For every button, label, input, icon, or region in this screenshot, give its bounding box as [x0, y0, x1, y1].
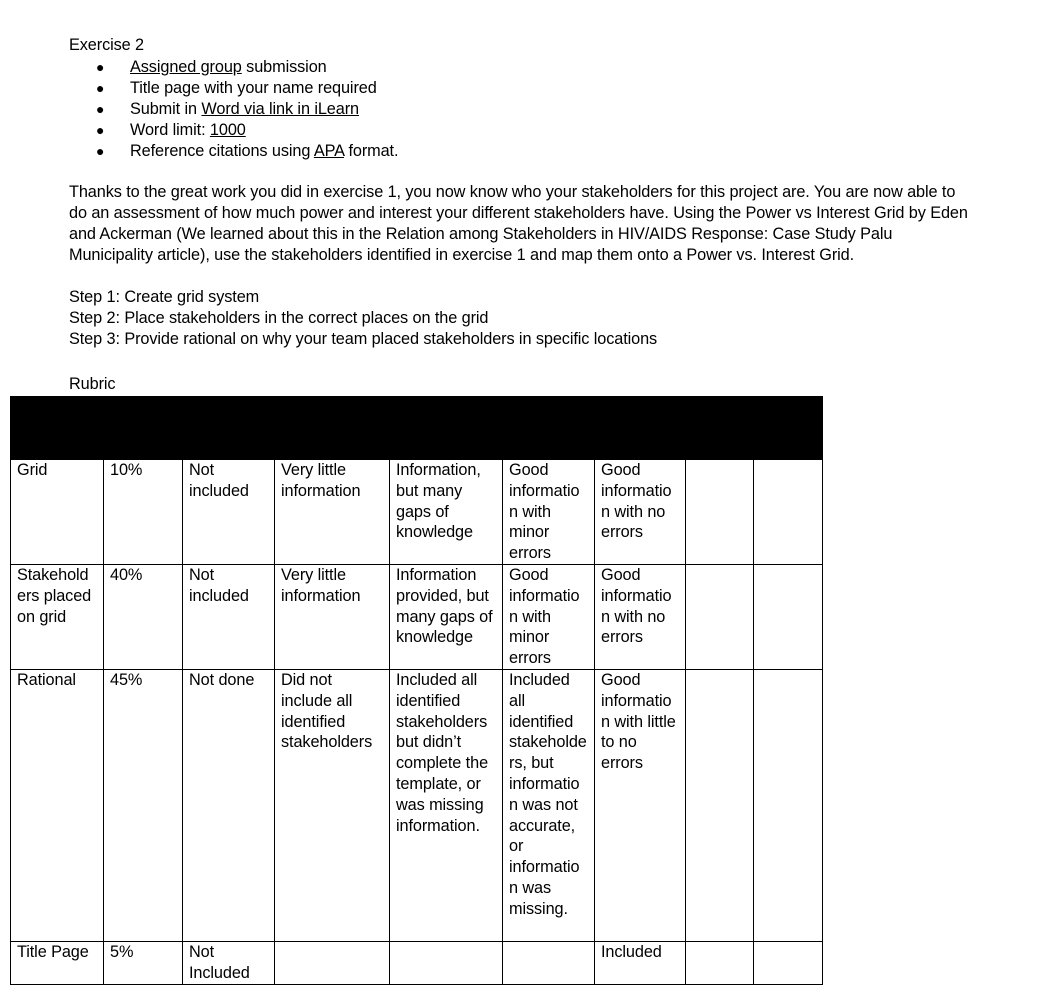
level-cell: Not included — [183, 460, 275, 565]
assigned-group-link[interactable]: Assigned group — [130, 58, 242, 76]
table-row — [11, 941, 823, 984]
level-cell — [754, 564, 823, 669]
level-cell — [686, 669, 754, 941]
table-row — [11, 669, 823, 941]
bullet-icon: ● — [96, 143, 105, 159]
header-cell — [11, 397, 104, 460]
bullet-icon: ● — [96, 101, 105, 117]
requirement-item: Assigned group submission — [130, 58, 327, 76]
level-cell — [754, 460, 823, 565]
level-cell: Information provided, but many gaps of knowledge — [390, 564, 503, 669]
requirement-item: Submit in Word via link in iLearn — [130, 100, 359, 118]
step-item: Step 2: Place stakeholders in the correct places on the grid — [69, 309, 489, 327]
table-row — [11, 460, 823, 565]
level-cell — [686, 564, 754, 669]
level-cell — [275, 941, 390, 984]
level-cell: Included all identified stakeholders, but information was not accurate, or information was missing. — [503, 669, 595, 941]
header-cell — [104, 397, 183, 460]
level-cell: Not Included — [183, 941, 275, 984]
exercise-title: Exercise 2 — [69, 36, 145, 54]
level-cell — [686, 460, 754, 565]
weight-cell: 5% — [104, 941, 183, 984]
header-cell — [503, 397, 595, 460]
level-cell: Good information with no errors — [595, 564, 686, 669]
header-cell — [183, 397, 275, 460]
rubric-header-row — [11, 397, 823, 460]
level-cell — [754, 941, 823, 984]
intro-line: Thanks to the great work you did in exercise 1, you now know who your stakeholders for this project are. You are now able to — [69, 183, 956, 201]
level-cell: Good information with minor errors — [503, 564, 595, 669]
weight-cell: 10% — [104, 460, 183, 565]
intro-line: and Ackerman (We learned about this in the Relation among Stakeholders in HIV/AIDS Response: Case Study Palu — [69, 225, 893, 243]
header-cell — [275, 397, 390, 460]
level-cell: Included — [595, 941, 686, 984]
level-cell: Not done — [183, 669, 275, 941]
table-row — [11, 564, 823, 669]
criterion-cell: Title Page — [11, 941, 104, 984]
header-cell — [595, 397, 686, 460]
bullet-icon: ● — [96, 122, 105, 138]
word-limit-link[interactable]: 1000 — [209, 121, 246, 139]
bullet-icon: ● — [96, 80, 105, 96]
level-cell — [686, 941, 754, 984]
header-cell — [390, 397, 503, 460]
level-cell — [390, 941, 503, 984]
step-item: Step 1: Create grid system — [69, 288, 260, 306]
level-cell: Very little information — [275, 460, 390, 565]
criterion-cell: Stakeholders placed on grid — [11, 564, 104, 669]
level-cell — [503, 941, 595, 984]
bullet-icon: ● — [96, 59, 105, 75]
requirement-item: Word limit: 1000 — [130, 121, 246, 139]
header-cell — [754, 397, 823, 460]
weight-cell: 40% — [104, 564, 183, 669]
intro-line: do an assessment of how much power and interest your different stakeholders have. Using the Power vs Interest Grid by Eden — [69, 204, 968, 222]
level-cell: Very little information — [275, 564, 390, 669]
weight-cell: 45% — [104, 669, 183, 941]
criterion-cell: Grid — [11, 460, 104, 565]
level-cell: Good information with little to no errors — [595, 669, 686, 941]
header-cell — [686, 397, 754, 460]
requirement-item: Reference citations using APA format. — [130, 142, 399, 160]
rubric-table — [10, 396, 823, 985]
level-cell — [754, 669, 823, 941]
step-item: Step 3: Provide rational on why your team placed stakeholders in specific locations — [69, 330, 658, 348]
apa-link[interactable]: APA — [313, 142, 345, 160]
level-cell: Information, but many gaps of knowledge — [390, 460, 503, 565]
level-cell: Good information with no errors — [595, 460, 686, 565]
criterion-cell: Rational — [11, 669, 104, 941]
level-cell: Included all identified stakeholders but didn’t complete the template, or was missing information. — [390, 669, 503, 941]
rubric-label: Rubric — [69, 375, 116, 393]
word-ilearn-link[interactable]: Word via link in iLearn — [201, 100, 359, 118]
requirement-item: Title page with your name required — [130, 79, 377, 97]
level-cell: Good information with minor errors — [503, 460, 595, 565]
level-cell: Not included — [183, 564, 275, 669]
level-cell: Did not include all identified stakeholders — [275, 669, 390, 941]
intro-line: Municipality article), use the stakeholders identified in exercise 1 and map them onto a Power vs. Interest Grid. — [69, 246, 855, 264]
